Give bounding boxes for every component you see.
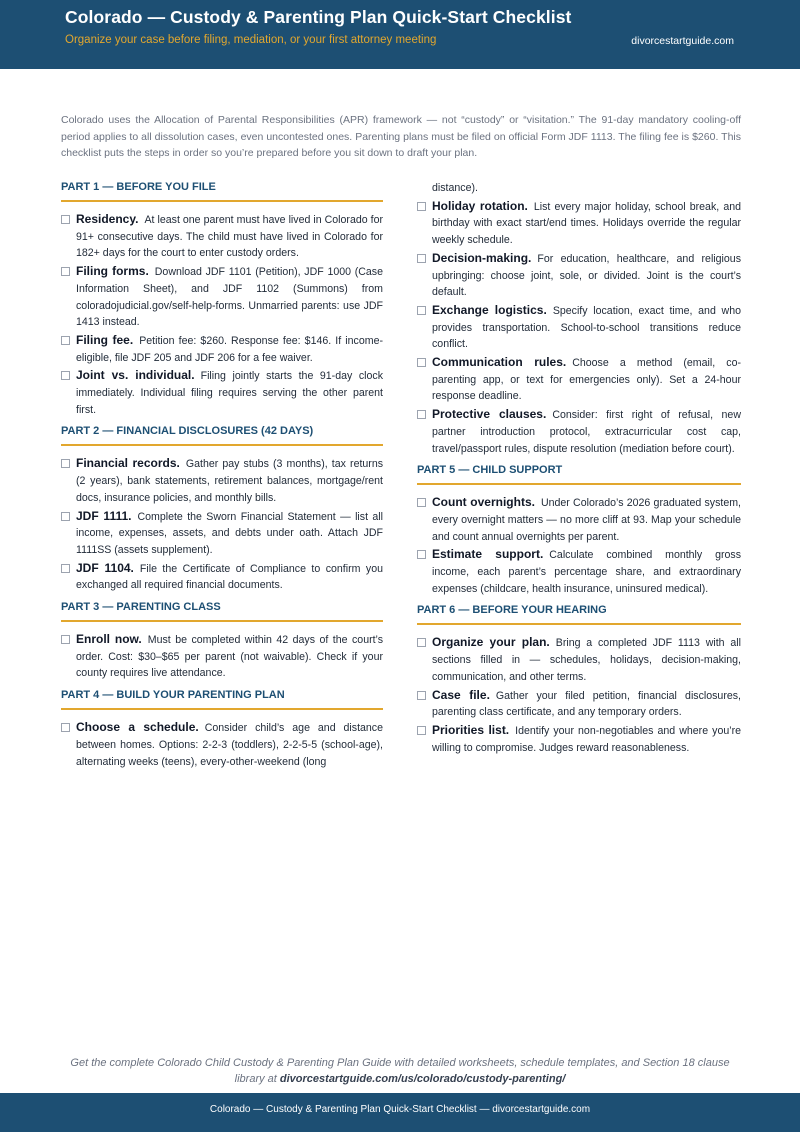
checklist-item	[61, 211, 383, 262]
checklist	[61, 455, 383, 594]
site-name: divorcestartguide.com	[631, 35, 734, 47]
part-heading: PART 6 — BEFORE YOUR HEARING	[417, 603, 741, 625]
item-heading: Protective clauses.	[432, 407, 547, 422]
checklist	[417, 634, 741, 756]
part-heading: PART 5 — CHILD SUPPORT	[417, 463, 741, 485]
footer-text: Colorado — Custody & Parenting Plan Quick-Start Checklist — divorcestartguide.com	[209, 1104, 591, 1115]
checklist-item	[61, 367, 383, 418]
item-heading: Residency.	[76, 212, 139, 226]
item-text: Consider: first right of refusal, new partner introduction protocol, extracurricular cost cap, travel/passport rules, dispute resolution (mediation before court).	[432, 409, 741, 455]
checklist-item	[417, 722, 741, 756]
item-heading: Priorities list.	[432, 722, 510, 737]
checklist	[61, 631, 383, 682]
item-heading: Choose a schedule.	[76, 720, 199, 735]
checkbox[interactable]	[61, 723, 70, 732]
item-heading: Exchange logistics.	[432, 302, 547, 317]
checkbox[interactable]	[417, 254, 426, 263]
promo-text: Get the complete Colorado Child Custody & Parenting Plan Guide with detailed worksheets, schedule templates, and Section 18 clause library at	[70, 1057, 730, 1085]
part-heading: PART 4 — BUILD YOUR PARENTING PLAN	[61, 688, 383, 710]
page-title: Colorado — Custody & Parenting Plan Quick-Start Checklist	[65, 7, 572, 27]
checklist-item	[417, 250, 741, 301]
checklist-item	[417, 406, 741, 457]
part-5	[417, 463, 741, 597]
checkbox[interactable]	[61, 564, 70, 573]
checklist-item	[417, 494, 741, 545]
item-heading: Communication rules.	[432, 355, 567, 370]
checklist	[417, 198, 741, 458]
part-2	[61, 424, 383, 594]
part-3	[61, 600, 383, 682]
item-heading: Holiday rotation.	[432, 198, 528, 213]
left-column	[61, 180, 383, 776]
right-column	[417, 180, 741, 762]
item-heading: Financial records.	[76, 456, 180, 471]
item-text: Calculate combined monthly gross income, each parent’s percentage share, and extraordinary expenses (childcare, health insurance, uninsured medical).	[432, 549, 741, 595]
part-4-continued	[417, 180, 741, 457]
part-6	[417, 603, 741, 756]
part-heading: PART 1 — BEFORE YOU FILE	[61, 180, 383, 202]
item-heading: Filing forms.	[76, 264, 149, 279]
checkbox[interactable]	[417, 726, 426, 735]
item-text: Download JDF 1101 (Petition), JDF 1000 (Case Information Sheet), and JDF 1102 (Summons) from coloradojudicial.gov/self-help-forms. Unmarried parents: use JDF 1413 instead.	[76, 266, 383, 329]
item-text: Bring a completed JDF 1113 with all sections filled in — schedules, holidays, decision-making, communication, and other terms.	[432, 637, 741, 683]
item-heading: Joint vs. individual.	[76, 368, 195, 383]
page-header	[0, 0, 800, 69]
item-heading: Filing fee.	[76, 332, 134, 347]
checkbox[interactable]	[417, 498, 426, 507]
part-4	[61, 688, 383, 770]
page-footer	[0, 1093, 800, 1132]
checkbox[interactable]	[61, 267, 70, 276]
checkbox[interactable]	[61, 336, 70, 345]
item-text: Choose a method (email, co-parenting app, or text for emergencies only). Set a 24-hour response deadline.	[432, 357, 741, 403]
item-text: Under Colorado’s 2026 graduated system, every overnight matters — no more cliff at 93. Map your schedule and count annual overnights per parent.	[432, 497, 741, 543]
checklist	[417, 494, 741, 597]
item-text: Identify your non-negotiables and where you’re willing to compromise. Judges reward reasonableness.	[432, 724, 741, 754]
checkbox[interactable]	[61, 635, 70, 644]
page-subtitle: Organize your case before filing, mediation, or your first attorney meeting	[65, 34, 437, 46]
checklist	[61, 211, 383, 418]
checkbox[interactable]	[61, 371, 70, 380]
checklist-item	[61, 263, 383, 331]
guide-promo	[60, 1055, 740, 1087]
part-heading: PART 3 — PARENTING CLASS	[61, 600, 383, 622]
item-text: Specify location, exact time, and who provides transportation. School-to-school transitions reduce conflict.	[432, 304, 741, 351]
checklist	[61, 719, 383, 770]
checklist-item	[61, 455, 383, 506]
checklist-item	[417, 546, 741, 597]
checklist-item	[61, 332, 383, 366]
checklist-item	[417, 634, 741, 685]
item-text: At least one parent must have lived in Colorado for 91+ consecutive days. The child must have lived in Colorado for 182+ days for the court to enter custody orders.	[76, 214, 383, 260]
checklist-item	[61, 631, 383, 682]
item-heading: Enroll now.	[76, 632, 142, 647]
checklist-item	[417, 198, 741, 249]
item-text: Gather pay stubs (3 months), tax returns (2 years), bank statements, retirement balances, mortgage/rent docs, insurance policies, and monthly bills.	[76, 458, 384, 504]
checklist-item	[61, 719, 383, 770]
checkbox[interactable]	[417, 202, 426, 211]
checklist-item	[417, 302, 741, 353]
item-heading: Organize your plan.	[432, 635, 550, 650]
item-text: For education, healthcare, and religious upbringing: choose joint, sole, or divided. Joint is the court’s default.	[432, 252, 741, 299]
checklist-item	[417, 687, 741, 721]
checkbox[interactable]	[417, 638, 426, 647]
item-text: Petition fee: $260. Response fee: $146. If income-eligible, file JDF 205 and JDF 206 for a fee waiver.	[76, 334, 383, 364]
part-heading: PART 2 — FINANCIAL DISCLOSURES (42 DAYS)	[61, 424, 383, 446]
item-text: Complete the Sworn Financial Statement — list all income, expenses, assets, and debts under oath. Attach JDF 1111SS (assets supplement).	[76, 510, 383, 556]
item-text: File the Certificate of Compliance to confirm you exchanged all required financial documents.	[76, 562, 383, 592]
guide-link[interactable]: divorcestartguide.com/us/colorado/custody-parenting/	[279, 1073, 566, 1085]
checkbox[interactable]	[417, 550, 426, 559]
checklist-item	[417, 354, 741, 405]
item-text: Gather your filed petition, financial disclosures, parenting class certificate, and any temporary orders.	[432, 689, 741, 719]
checkbox[interactable]	[61, 512, 70, 521]
item-text: Filing jointly starts the 91-day clock immediately. Individual filing requires serving the other parent first.	[76, 370, 383, 416]
item-text: Must be completed within 42 days of the court’s order. Cost: $30–$65 per parent (not waivable). Check if your county requires live attendance.	[76, 634, 384, 680]
item-heading: Count overnights.	[432, 495, 535, 510]
checklist-item	[61, 508, 383, 559]
continuation-text: distance).	[432, 182, 478, 194]
checkbox[interactable]	[61, 215, 70, 224]
item-heading: Case file.	[432, 687, 490, 702]
item-heading: JDF 1111.	[76, 508, 132, 523]
item-text: Consider child’s age and distance between homes. Options: 2-2-3 (toddlers), 2-2-5-5 (school-age), alternating weeks (teens), every-other-weekend (long	[76, 722, 383, 768]
checklist-item	[61, 560, 383, 594]
checkbox[interactable]	[417, 358, 426, 367]
checkbox[interactable]	[417, 410, 426, 419]
checkbox[interactable]	[61, 459, 70, 468]
checkbox[interactable]	[417, 306, 426, 315]
checkbox[interactable]	[417, 691, 426, 700]
item-text: List every major holiday, school break, and birthday with exact start/end times. Holidays override the regular weekly schedule.	[432, 200, 741, 247]
item-heading: Estimate support.	[432, 547, 544, 562]
part-1	[61, 180, 383, 418]
intro-paragraph: Colorado uses the Allocation of Parental Responsibilities (APR) framework — not “custody” or “visitation.” The 91-day mandatory cooling-off period applies to all dissolution cases, even uncontested ones. Parenting plans must be filed on official Form JDF 1113. The filing fee is $260. This checklist puts the steps in order so you’re prepared before you sit down to draft your plan.	[61, 114, 741, 159]
item-heading: Decision-making.	[432, 250, 532, 265]
item-heading: JDF 1104.	[76, 560, 134, 575]
